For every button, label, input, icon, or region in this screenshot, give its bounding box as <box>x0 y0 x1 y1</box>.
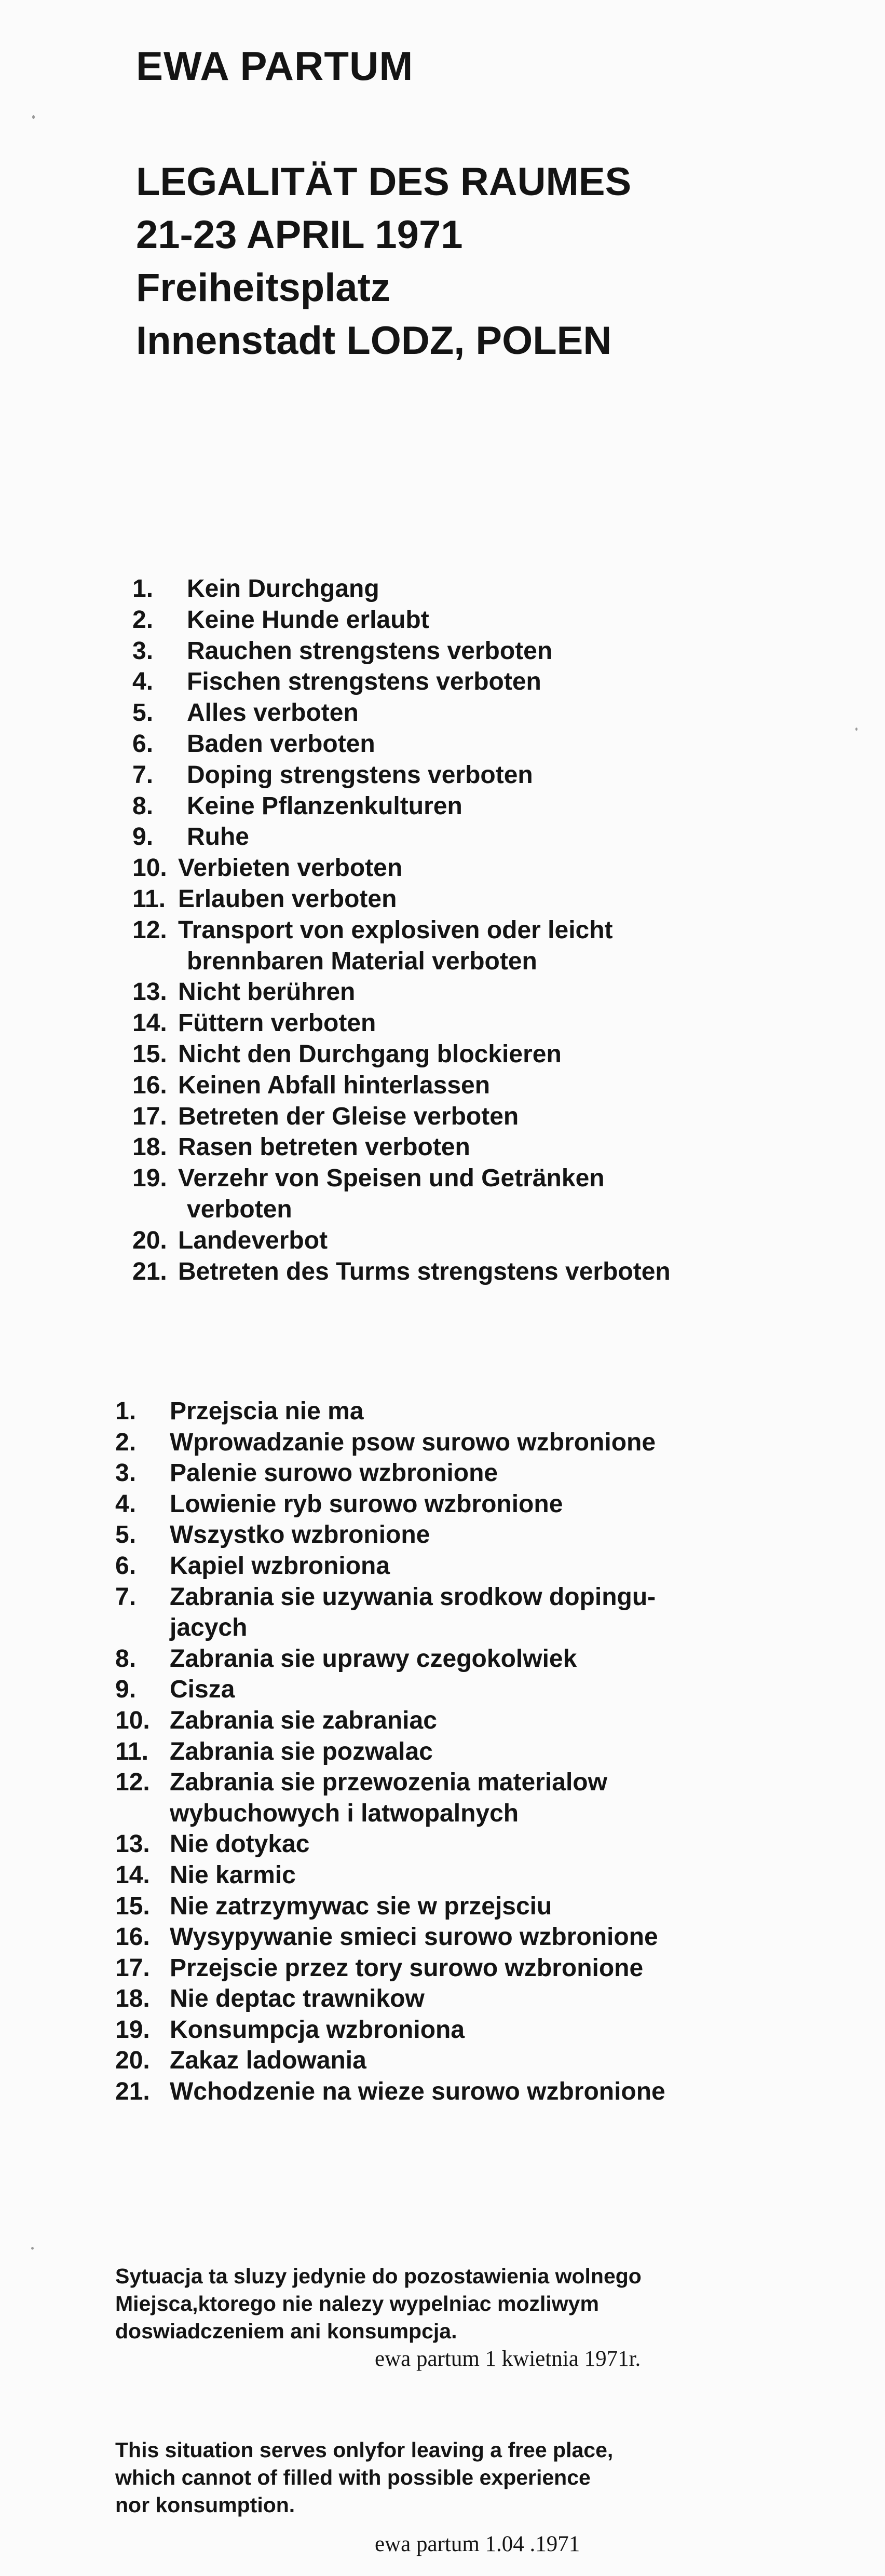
list-item <box>132 760 671 791</box>
list-item <box>115 2045 665 2076</box>
artist-name: EWA PARTUM <box>136 43 414 89</box>
list-item <box>115 1643 665 1675</box>
item-number: 3. <box>115 1459 137 1487</box>
item-number: 9. <box>115 1676 137 1704</box>
item-text: Keinen Abfall hinterlassen <box>178 1071 491 1099</box>
list-item <box>115 1551 665 1582</box>
item-text: Wchodzenie na wieze surowo wzbronione <box>170 2078 665 2106</box>
item-text: Zabrania sie pozwalac <box>170 1737 433 1765</box>
place-line: Freiheitsplatz <box>136 266 390 310</box>
polish-statement <box>115 2263 642 2373</box>
item-number: 9. <box>132 823 154 851</box>
item-number: 19. <box>115 2016 150 2044</box>
item-number: 17. <box>115 1954 150 1982</box>
list-item <box>115 1860 665 1891</box>
list-item <box>115 1427 665 1458</box>
item-number: 13. <box>132 978 167 1006</box>
item-number: 10. <box>115 1706 150 1734</box>
item-number: 3. <box>132 637 154 665</box>
item-number: 14. <box>115 1861 150 1889</box>
item-text: Baden verboten <box>187 730 375 758</box>
scan-speck <box>32 115 35 119</box>
item-number: 11. <box>115 1737 149 1765</box>
item-text: Lowienie ryb surowo wzbronione <box>170 1490 563 1518</box>
item-number: 16. <box>132 1071 167 1099</box>
item-text-continuation: jacych <box>170 1614 248 1642</box>
scan-speck <box>31 2247 34 2250</box>
list-item <box>132 636 671 667</box>
item-number: 18. <box>132 1133 167 1161</box>
date-line: 21-23 APRIL 1971 <box>136 213 463 257</box>
list-item <box>115 1582 665 1643</box>
item-text: Zabrania sie uzywania srodkow dopingu- <box>170 1583 656 1611</box>
item-text: Kapiel wzbroniona <box>170 1552 390 1580</box>
item-number: 8. <box>115 1645 137 1673</box>
item-number: 19. <box>132 1164 167 1193</box>
item-text: Alles verboten <box>187 699 359 727</box>
polish-prohibitions-list <box>115 1396 665 2107</box>
item-number: 15. <box>132 1040 167 1068</box>
list-item <box>115 1736 665 1767</box>
city-line: Innenstadt LODZ, POLEN <box>136 319 612 363</box>
item-text-continuation: brennbaren Material verboten <box>187 947 537 975</box>
item-number: 4. <box>132 668 154 696</box>
item-number: 4. <box>115 1490 137 1518</box>
list-item <box>132 1070 671 1101</box>
item-text: Nie karmic <box>170 1861 296 1889</box>
list-item <box>132 729 671 760</box>
item-text: Zabrania sie zabraniac <box>170 1706 437 1734</box>
item-text: Betreten des Turms strengstens verboten <box>178 1257 671 1285</box>
item-text: Nie zatrzymywac sie w przejsciu <box>170 1892 552 1920</box>
item-number: 12. <box>132 916 167 944</box>
list-item <box>132 666 671 697</box>
item-number: 13. <box>115 1830 150 1858</box>
item-number: 18. <box>115 1985 150 2013</box>
item-text-continuation: verboten <box>187 1195 292 1223</box>
item-text: Konsumpcja wzbroniona <box>170 2016 465 2044</box>
item-number: 17. <box>132 1102 167 1130</box>
list-item <box>115 1705 665 1736</box>
statement-line: which cannot of filled with possible experience <box>115 2465 591 2489</box>
item-number: 6. <box>115 1552 137 1580</box>
item-text: Fischen strengstens verboten <box>187 668 541 696</box>
list-item <box>115 1829 665 1860</box>
item-number: 5. <box>115 1521 137 1549</box>
item-text: Wszystko wzbronione <box>170 1521 430 1549</box>
item-number: 21. <box>132 1257 167 1285</box>
list-item <box>115 1674 665 1705</box>
item-number: 8. <box>132 792 154 820</box>
list-item <box>132 977 671 1008</box>
item-text: Nicht den Durchgang blockieren <box>178 1040 562 1068</box>
statement-line: doswiadczeniem ani konsumpcja. <box>115 2319 457 2343</box>
item-number: 10. <box>132 854 167 882</box>
item-number: 6. <box>132 730 154 758</box>
item-number: 11. <box>132 885 166 913</box>
item-text: Zabrania sie przewozenia materialow <box>170 1769 607 1797</box>
list-item <box>115 1922 665 1953</box>
statement-line: Miejsca,ktorego nie nalezy wypelniac mozliwym <box>115 2292 599 2315</box>
item-number: 7. <box>115 1583 137 1611</box>
list-item <box>132 1039 671 1070</box>
list-item <box>115 2015 665 2046</box>
list-item <box>115 1489 665 1520</box>
item-number: 20. <box>115 2047 150 2075</box>
list-item <box>115 1519 665 1551</box>
header <box>136 43 414 89</box>
item-text: Erlauben verboten <box>178 885 397 913</box>
item-number: 2. <box>132 606 154 634</box>
german-prohibitions-list <box>132 573 671 1287</box>
list-item <box>132 1256 671 1287</box>
item-number: 7. <box>132 761 154 789</box>
item-number: 21. <box>115 2078 150 2106</box>
item-text: Landeverbot <box>178 1226 328 1254</box>
list-item <box>132 884 671 915</box>
list-item <box>115 1458 665 1489</box>
list-item <box>132 915 671 977</box>
item-text: Cisza <box>170 1676 235 1704</box>
scan-speck <box>855 728 857 731</box>
item-text-continuation: wybuchowych i latwopalnych <box>170 1799 519 1827</box>
list-item <box>132 605 671 636</box>
list-item <box>132 1163 671 1225</box>
signature: ewa partum 1.04 .1971 <box>375 2532 580 2556</box>
item-text: Wysypywanie smieci surowo wzbronione <box>170 1923 658 1951</box>
list-item <box>115 1953 665 1984</box>
item-number: 2. <box>115 1428 137 1456</box>
statement-line: nor konsumption. <box>115 2493 295 2517</box>
item-number: 1. <box>115 1397 137 1425</box>
item-text: Keine Pflanzenkulturen <box>187 792 462 820</box>
list-item <box>115 1891 665 1922</box>
list-item <box>132 1225 671 1256</box>
item-text: Verbieten verboten <box>178 854 403 882</box>
item-number: 5. <box>132 699 154 727</box>
list-item <box>115 1767 665 1829</box>
item-text: Nie deptac trawnikow <box>170 1985 425 2013</box>
signature: ewa partum 1 kwietnia 1971r. <box>375 2347 641 2371</box>
list-item <box>132 853 671 884</box>
item-number: 16. <box>115 1923 150 1951</box>
item-text: Przejscia nie ma <box>170 1397 364 1425</box>
item-text: Nicht berühren <box>178 978 356 1006</box>
title-line: LEGALITÄT DES RAUMES <box>136 160 632 204</box>
item-text: Wprowadzanie psow surowo wzbronione <box>170 1428 656 1456</box>
item-text: Zakaz ladowania <box>170 2047 366 2075</box>
item-number: 12. <box>115 1769 150 1797</box>
item-text: Palenie surowo wzbronione <box>170 1459 498 1487</box>
list-item <box>115 1396 665 1427</box>
item-text: Transport von explosiven oder leicht <box>178 916 613 944</box>
statement-line: Sytuacja ta sluzy jedynie do pozostawienia wolnego <box>115 2264 642 2288</box>
item-text: Keine Hunde erlaubt <box>187 606 429 634</box>
english-statement <box>115 2436 613 2558</box>
title-block <box>136 156 631 367</box>
item-text: Verzehr von Speisen und Getränken <box>178 1164 605 1193</box>
list-item <box>115 1983 665 2015</box>
list-item <box>132 1132 671 1163</box>
list-item <box>132 1101 671 1132</box>
item-text: Ruhe <box>187 823 249 851</box>
list-item <box>132 1008 671 1039</box>
item-text: Nie dotykac <box>170 1830 310 1858</box>
item-text: Kein Durchgang <box>187 575 379 602</box>
list-item <box>115 2076 665 2107</box>
item-number: 15. <box>115 1892 150 1920</box>
item-text: Zabrania sie uprawy czegokolwiek <box>170 1645 577 1673</box>
item-number: 14. <box>132 1009 167 1037</box>
item-text: Rauchen strengstens verboten <box>187 637 553 665</box>
list-item <box>132 697 671 729</box>
item-text: Doping strengstens verboten <box>187 761 533 789</box>
item-text: Betreten der Gleise verboten <box>178 1102 519 1130</box>
list-item <box>132 821 671 853</box>
item-number: 20. <box>132 1226 167 1254</box>
list-item <box>132 573 671 605</box>
list-item <box>132 791 671 822</box>
item-text: Rasen betreten verboten <box>178 1133 470 1161</box>
item-number: 1. <box>132 575 154 602</box>
statement-line: This situation serves onlyfor leaving a free place, <box>115 2438 614 2462</box>
item-text: Füttern verboten <box>178 1009 376 1037</box>
item-text: Przejscie przez tory surowo wzbronione <box>170 1954 644 1982</box>
